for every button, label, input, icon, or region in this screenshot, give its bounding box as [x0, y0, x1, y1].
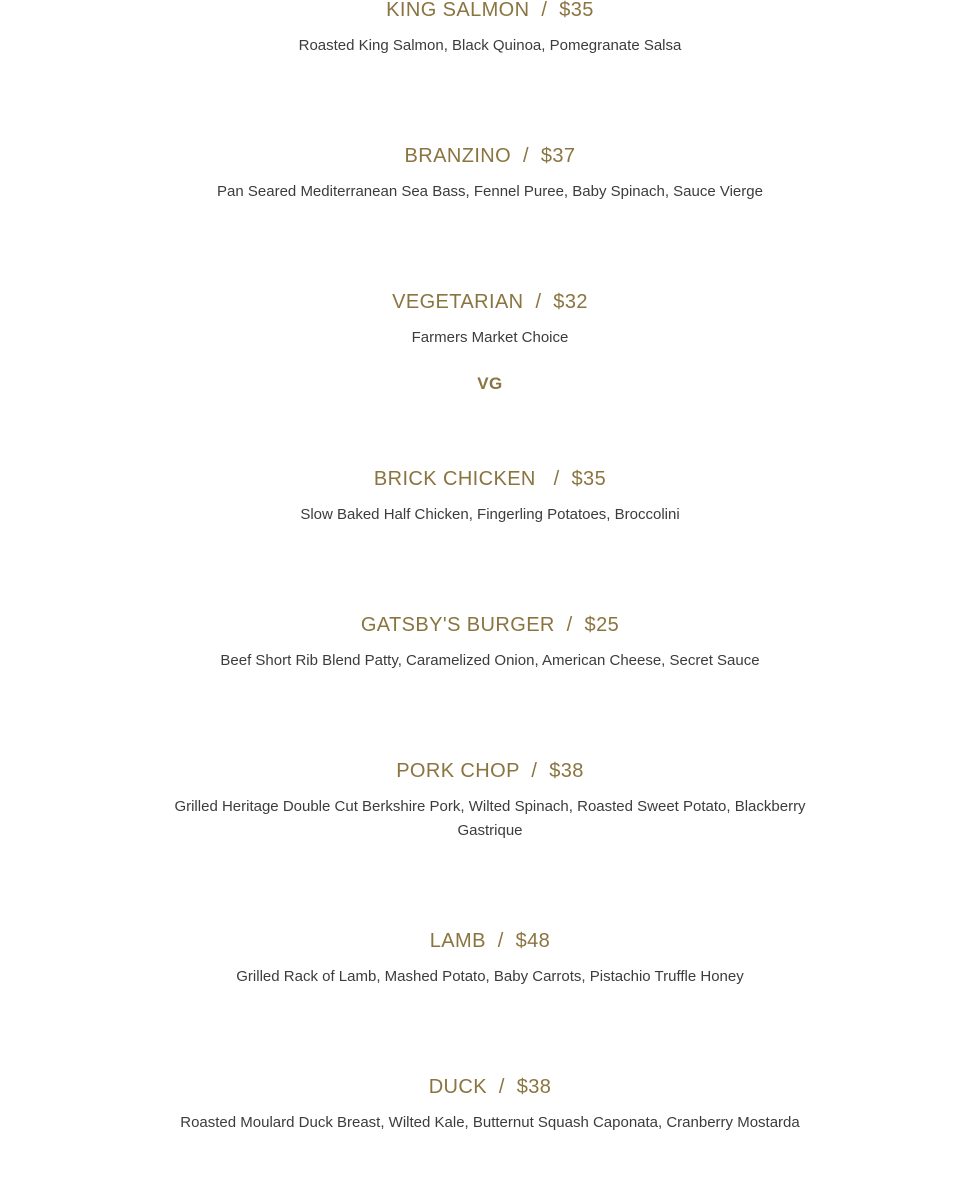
item-title: KING SALMON / $35 [386, 0, 594, 21]
item-description: Grilled Rack of Lamb, Mashed Potato, Baby Carrots, Pistachio Truffle Honey [236, 968, 744, 985]
item-description: Grilled Heritage Double Cut Berkshire Pork, Wilted Spinach, Roasted Sweet Potato, Blackberry Gastrique [174, 798, 806, 839]
item-title: VEGETARIAN / $32 [392, 291, 588, 313]
menu-item-king-salmon [0, 0, 965, 58]
item-description: Roasted Moulard Duck Breast, Wilted Kale, Butternut Squash Caponata, Cranberry Mostarda [180, 1114, 800, 1131]
item-description: Slow Baked Half Chicken, Fingerling Potatoes, Broccolini [300, 506, 680, 523]
menu-item-duck [0, 1074, 965, 1135]
menu-item-vegetarian [0, 289, 965, 394]
item-title: LAMB / $48 [429, 930, 551, 952]
item-title: DUCK / $38 [428, 1076, 552, 1098]
menu-item-pork-chop [0, 758, 965, 843]
item-description: Beef Short Rib Blend Patty, Caramelized Onion, American Cheese, Secret Sauce [220, 652, 760, 669]
item-title: GATSBY'S BURGER / $25 [360, 614, 620, 636]
vegan-badge: VG [477, 374, 503, 393]
item-description: Farmers Market Choice [411, 329, 569, 346]
item-title: BRICK CHICKEN / $35 [373, 468, 607, 490]
menu-item-branzino [0, 143, 965, 204]
menu-item-brick-chicken [0, 466, 965, 527]
item-description: Roasted King Salmon, Black Quinoa, Pomegranate Salsa [298, 37, 682, 54]
menu-item-gatsbys-burger [0, 612, 965, 673]
item-description: Pan Seared Mediterranean Sea Bass, Fennel Puree, Baby Spinach, Sauce Vierge [217, 183, 763, 200]
menu-item-lamb [0, 928, 965, 989]
item-title: BRANZINO / $37 [404, 145, 576, 167]
item-title: PORK CHOP / $38 [396, 760, 584, 782]
